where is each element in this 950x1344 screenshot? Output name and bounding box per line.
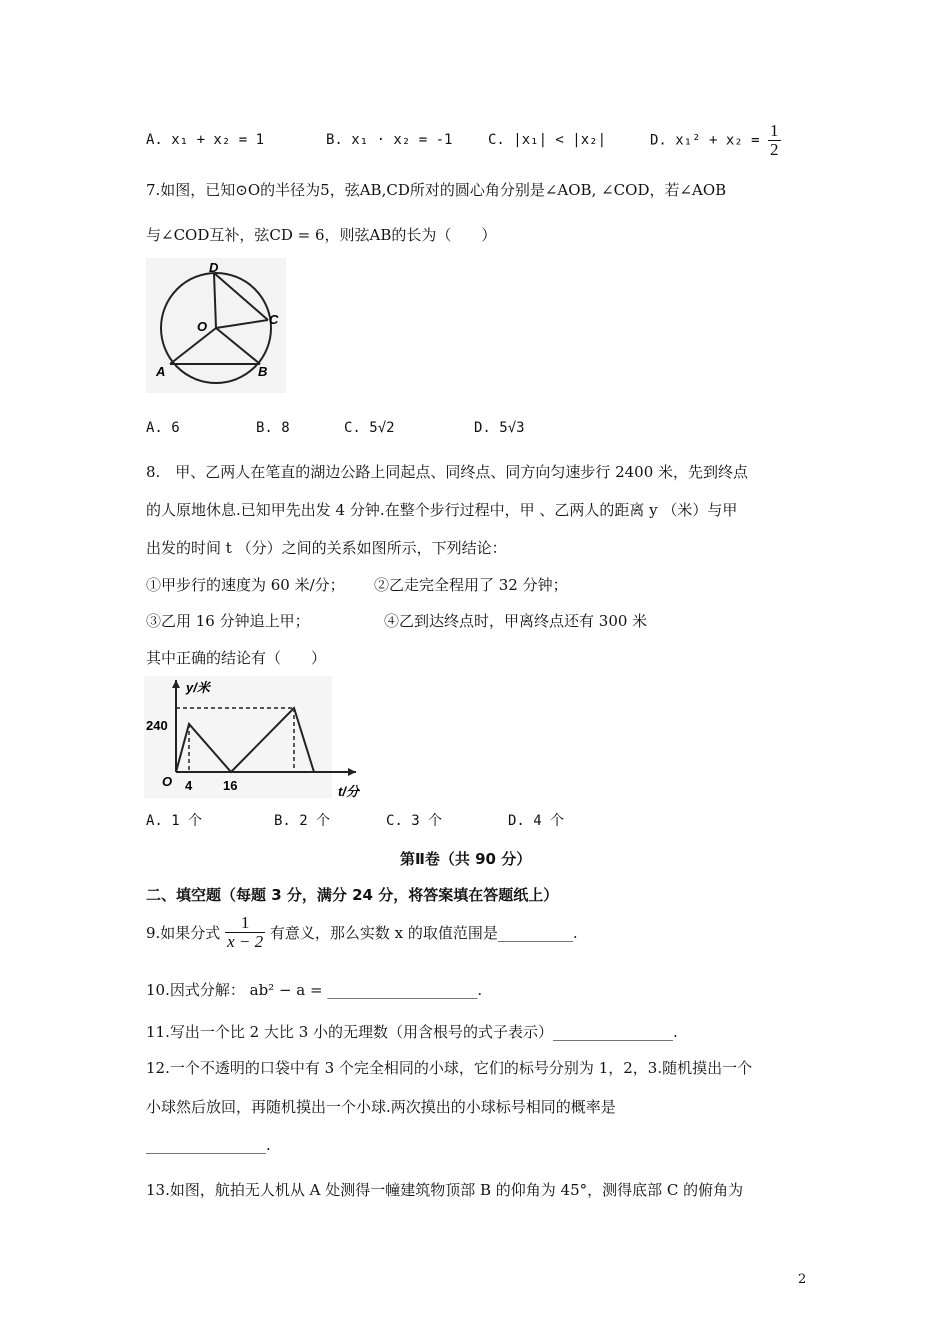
q8-option-d: D. 4 个: [508, 813, 565, 829]
q13: 13.如图，航拍无人机从 A 处测得一幢建筑物顶部 B 的仰角为 45°，测得底部 C 的俯角为: [146, 1181, 744, 1199]
q10: 10.因式分解： ab² − a = ____________________.: [146, 981, 483, 999]
page-number: 2: [798, 1272, 807, 1287]
label-b: B: [258, 364, 268, 379]
y-axis-label: y/米: [186, 680, 210, 695]
q8-line2: 的人原地休息.已知甲先出发 4 分钟.在整个步行过程中，甲 、乙两人的距离 y （米）与甲: [146, 501, 738, 519]
distance-time-graph: [144, 676, 360, 798]
q7-line2: 与∠COD互补，弦CD = 6，则弦AB的长为（ ）: [146, 226, 497, 244]
origin-label: O: [162, 774, 173, 789]
y-tick-240: 240: [146, 718, 168, 733]
q7-option-a: A. 6: [146, 420, 180, 436]
q12-line3: ________________.: [146, 1136, 271, 1154]
label-a: A: [156, 364, 166, 379]
x-tick-4: 4: [185, 778, 193, 793]
q8-option-a: A. 1 个: [146, 813, 203, 829]
q6-option-a: A. x₁ + x₂ = 1: [146, 132, 265, 148]
label-o: O: [197, 319, 208, 334]
q7-option-d: D. 5√3: [474, 420, 525, 436]
q11: 11.写出一个比 2 大比 3 小的无理数（用含根号的式子表示）________________.: [146, 1023, 678, 1041]
t-axis-label: t/分: [338, 784, 359, 798]
q8-option-b: B. 2 个: [274, 813, 331, 829]
label-c: C: [269, 312, 279, 327]
q7-figure: [146, 258, 286, 393]
q8-statement-2: ②乙走完全程用了 32 分钟；: [374, 576, 568, 594]
section2-title: 二、填空题（每题 3 分，满分 24 分，将答案填在答题纸上）: [146, 886, 559, 904]
q12-line1: 12.一个不透明的口袋中有 3 个完全相同的小球，它们的标号分别为 1，2，3.随机摸出一个: [146, 1059, 753, 1077]
q9: 9.如果分式 $\frac{1}{x - 2}$ 有意义，那么实数 x 的取值范围是__________.: [146, 913, 578, 951]
q8-statement-1: ①甲步行的速度为 60 米/分；: [146, 576, 345, 594]
q7-option-c: C. 5√2: [344, 420, 395, 436]
q6-option-d: D. x₁² + x₂ = $\frac{1}{2}$: [650, 121, 779, 159]
q8-option-c: C. 3 个: [386, 813, 443, 829]
q8-statement-4: ④乙到达终点时，甲离终点还有 300 米: [384, 612, 648, 630]
q8-line1: 8. 甲、乙两人在笔直的湖边公路上同起点、同终点、同方向匀速步行 2400 米，先到终点: [146, 463, 749, 481]
label-d: D: [209, 260, 219, 275]
circle-chord-diagram: [146, 258, 286, 393]
q6-option-b: B. x₁ · x₂ = -1: [326, 132, 453, 148]
q12-line2: 小球然后放回，再随机摸出一个小球.两次摸出的小球标号相同的概率是: [146, 1098, 616, 1116]
q8-statement-3: ③乙用 16 分钟追上甲；: [146, 612, 310, 630]
q8-line3: 出发的时间 t （分）之间的关系如图所示，下列结论：: [146, 539, 507, 557]
q6-option-c: C. |x₁| < |x₂|: [488, 132, 607, 148]
q8-graph: [144, 676, 360, 798]
q7-option-b: B. 8: [256, 420, 290, 436]
q8-line6: 其中正确的结论有（ ）: [146, 649, 327, 667]
part2-title: 第Ⅱ卷（共 90 分）: [400, 850, 532, 868]
x-tick-16: 16: [223, 778, 238, 793]
q7-line1: 7.如图，已知⊙O的半径为5，弦AB,CD所对的圆心角分别是∠AOB, ∠COD，若∠AOB: [146, 181, 727, 199]
